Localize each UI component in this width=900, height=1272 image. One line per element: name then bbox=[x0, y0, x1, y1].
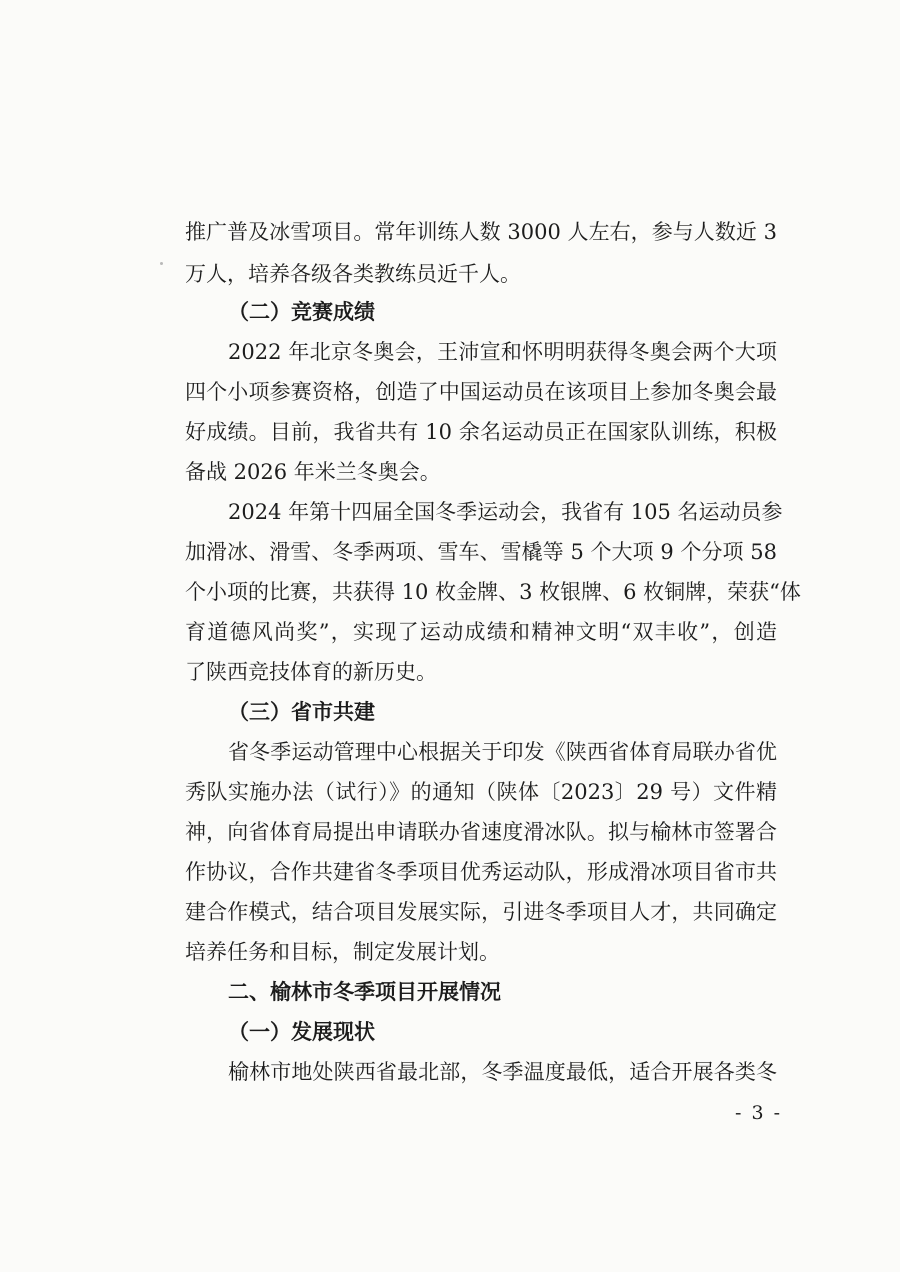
section-heading-competition: （二）竞赛成绩 bbox=[228, 300, 375, 324]
scan-speck bbox=[160, 262, 163, 265]
body-line: 神，向省体育局提出申请联办省速度滑冰队。拟与榆林市签署合 bbox=[185, 820, 777, 844]
body-line: 省冬季运动管理中心根据关于印发《陕西省体育局联办省优 bbox=[228, 740, 777, 764]
body-line: 好成绩。目前，我省共有 10 余名运动员正在国家队训练，积极 bbox=[185, 420, 777, 444]
body-line: 建合作模式，结合项目发展实际，引进冬季项目人才，共同确定 bbox=[185, 900, 777, 924]
body-line: 秀队实施办法（试行）》的通知（陕体〔2023〕29 号）文件精 bbox=[185, 780, 777, 804]
section-heading-co-construction: （三）省市共建 bbox=[228, 700, 375, 724]
body-line: 作协议，合作共建省冬季项目优秀运动队，形成滑冰项目省市共 bbox=[185, 860, 777, 884]
section-heading-yulin: 二、榆林市冬季项目开展情况 bbox=[228, 980, 501, 1004]
body-line: 万人，培养各级各类教练员近千人。 bbox=[185, 262, 521, 286]
body-line: 个小项的比赛，共获得 10 枚金牌、3 枚银牌、6 枚铜牌，荣获“体 bbox=[185, 580, 801, 604]
body-line: 榆林市地处陕西省最北部，冬季温度最低，适合开展各类冬 bbox=[228, 1060, 777, 1084]
body-line: 四个小项参赛资格，创造了中国运动员在该项目上参加冬奥会最 bbox=[185, 380, 777, 404]
body-line: 培养任务和目标，制定发展计划。 bbox=[185, 940, 500, 964]
body-line: 推广普及冰雪项目。常年训练人数 3000 人左右，参与人数近 3 bbox=[185, 220, 777, 244]
body-line: 了陕西竞技体育的新历史。 bbox=[185, 660, 437, 684]
subsection-heading-status: （一）发展现状 bbox=[228, 1020, 375, 1044]
body-line: 备战 2026 年米兰冬奥会。 bbox=[185, 460, 441, 484]
body-line: 2022 年北京冬奥会，王沛宣和怀明明获得冬奥会两个大项 bbox=[228, 340, 777, 364]
body-line: 育道德风尚奖”，实现了运动成绩和精神文明“双丰收”，创造 bbox=[185, 620, 777, 644]
body-line: 加滑冰、滑雪、冬季两项、雪车、雪橇等 5 个大项 9 个分项 58 bbox=[185, 540, 777, 564]
page-number: - 3 - bbox=[735, 1102, 783, 1124]
body-line: 2024 年第十四届全国冬季运动会，我省有 105 名运动员参 bbox=[228, 500, 783, 524]
